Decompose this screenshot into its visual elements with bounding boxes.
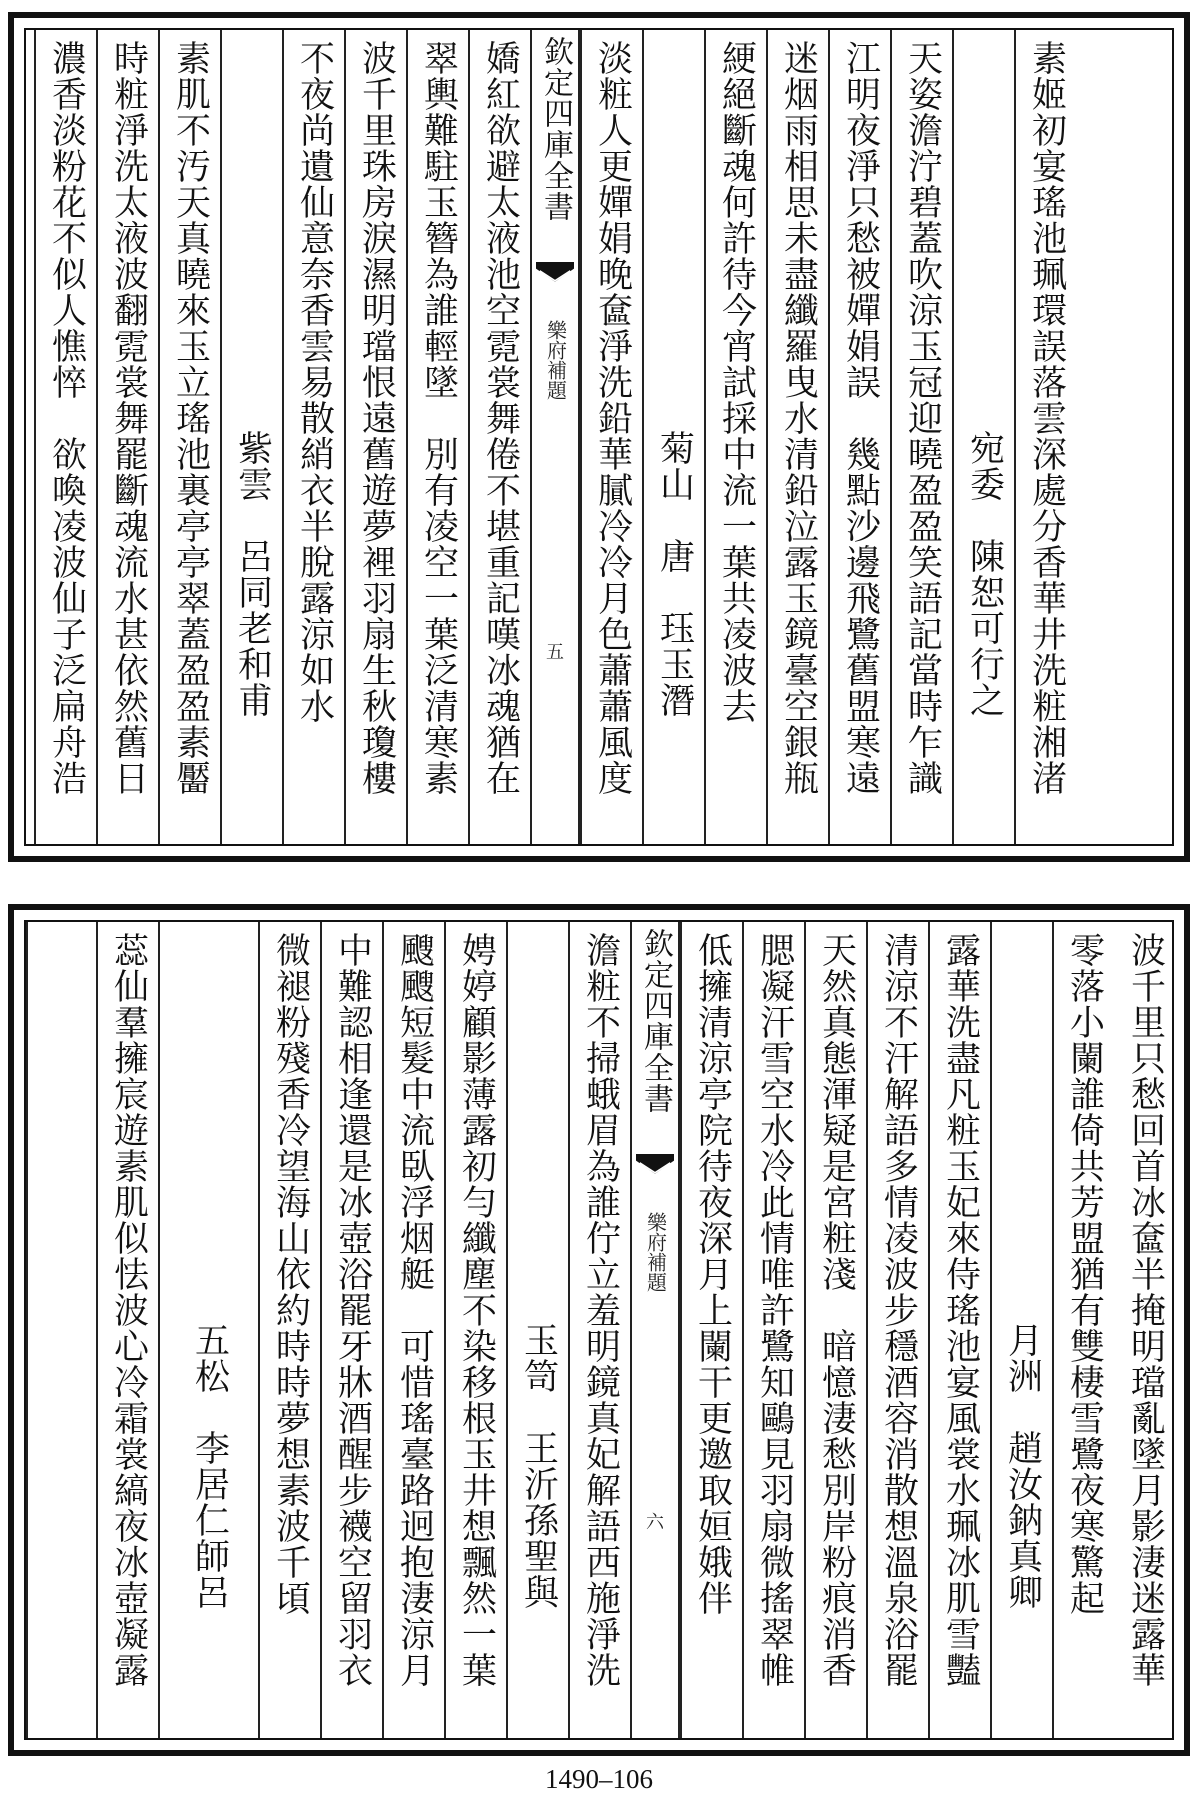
top-center-column bbox=[530, 30, 580, 844]
column-text: 淡粧人更嬋娟晚奩淨洗鉛華膩冷冷月色蕭蕭風度 bbox=[592, 40, 633, 796]
top-col-r4 bbox=[828, 30, 890, 844]
top-col-r1 bbox=[1014, 30, 1076, 844]
top-col-l7 bbox=[96, 30, 158, 844]
author-line: 五松 李居仁師呂 bbox=[189, 1322, 230, 1610]
column-text: 蕊仙羣擁宸遊素肌似怯波心冷霜裳縞夜冰壺凝露 bbox=[108, 932, 149, 1688]
column-text: 清涼不汗解語多情凌波步穩酒容消散想溫泉浴罷 bbox=[878, 932, 919, 1688]
column-text: 零落小闌誰倚共芳盟猶有雙棲雪鷺夜寒驚起 bbox=[1064, 932, 1105, 1616]
bottom-col-l2 bbox=[506, 922, 568, 1738]
column-text: 綆絕斷魂何許待今宵試採中流一葉共凌波去 bbox=[716, 40, 757, 724]
bottom-col-blank bbox=[26, 922, 96, 1738]
bottom-col-r1 bbox=[1114, 922, 1176, 1738]
author-line: 菊山 唐 珏玉潛 bbox=[654, 430, 695, 718]
fishtail-mark bbox=[536, 262, 574, 284]
column-text: 不夜尚遺仙意奈香雲易散綃衣半脫露涼如水 bbox=[294, 40, 335, 724]
bottom-col-l6 bbox=[258, 922, 320, 1738]
column-text: 天姿澹泞碧蓋吹涼玉冠迎曉盈盈笑語記當時乍識 bbox=[902, 40, 943, 796]
top-col-l6 bbox=[158, 30, 220, 844]
column-text: 濃香淡粉花不似人憔悴 欲喚凌波仙子泛扁舟浩 bbox=[46, 40, 87, 796]
top-page-inner-frame bbox=[24, 28, 1174, 846]
column-text: 江明夜淨只愁被嬋娟誤 幾點沙邊飛鷺舊盟寒遠 bbox=[840, 40, 881, 796]
bottom-col-r6 bbox=[804, 922, 866, 1738]
bottom-col-l7 bbox=[158, 922, 258, 1738]
column-text: 時粧淨洗太液波翻霓裳舞罷斷魂流水甚依然舊日 bbox=[108, 40, 149, 796]
footer-page-code: 1490–106 bbox=[545, 1764, 653, 1794]
column-text: 澹粧不掃蛾眉為誰佇立羞明鏡真妃解語西施淨洗 bbox=[580, 932, 621, 1688]
top-col-r5 bbox=[766, 30, 828, 844]
top-col-l1 bbox=[468, 30, 530, 844]
author-line: 玉笥 王沂孫聖與 bbox=[518, 1322, 559, 1610]
column-text: 低擁清涼亭院待夜深月上闌干更邀取姮娥伴 bbox=[692, 932, 733, 1616]
top-col-r8 bbox=[580, 30, 642, 844]
author-line: 月洲 趙汝鈉真卿 bbox=[1002, 1322, 1043, 1610]
bottom-col-r7 bbox=[742, 922, 804, 1738]
bottom-page-frame bbox=[8, 904, 1190, 1756]
bottom-col-r8 bbox=[680, 922, 742, 1738]
top-page-number: 五 bbox=[546, 642, 564, 663]
bottom-center-title: 欽定四庫全書 bbox=[638, 928, 673, 1114]
column-text: 微褪粉殘香冷望海山依約時時夢想素波千頃 bbox=[270, 932, 311, 1616]
column-text: 波千里珠房淚濕明璫恨遠舊遊夢裡羽扇生秋瓊樓 bbox=[356, 40, 397, 796]
top-col-blank bbox=[1076, 30, 1176, 844]
top-col-r3 bbox=[890, 30, 952, 844]
column-text: 天然真態渾疑是宮粧淺 暗憶淒愁別岸粉痕消香 bbox=[816, 932, 857, 1688]
top-col-r6 bbox=[704, 30, 766, 844]
top-center-subtitle: 樂府補題 bbox=[543, 320, 568, 400]
fishtail-mark bbox=[636, 1154, 674, 1176]
top-col-r7 bbox=[642, 30, 704, 844]
bottom-col-l8 bbox=[96, 922, 158, 1738]
bottom-page-number: 六 bbox=[646, 1512, 664, 1533]
bottom-col-l1 bbox=[568, 922, 630, 1738]
bottom-center-column bbox=[630, 922, 680, 1738]
column-text: 嬌紅欲避太液池空霓裳舞倦不堪重記嘆冰魂猶在 bbox=[480, 40, 521, 796]
bottom-page-inner-frame bbox=[24, 920, 1174, 1740]
column-text: 中難認相逢還是冰壺浴罷牙牀酒醒步襪空留羽衣 bbox=[332, 932, 373, 1688]
top-page-frame bbox=[8, 12, 1190, 862]
bottom-col-r3 bbox=[990, 922, 1052, 1738]
author-line: 宛委 陳恕可行之 bbox=[964, 430, 1005, 718]
top-col-l3 bbox=[344, 30, 406, 844]
column-text: 翠輿難駐玉簪為誰輕墜 別有凌空一葉泛清寒素 bbox=[418, 40, 459, 796]
column-text: 颼颼短髮中流臥浮烟艇 可惜瑤臺路迥抱淒涼月 bbox=[394, 932, 435, 1688]
bottom-col-r5 bbox=[866, 922, 928, 1738]
author-line: 紫雲 呂同老和甫 bbox=[232, 430, 273, 718]
bottom-col-l5 bbox=[320, 922, 382, 1738]
top-col-l8 bbox=[34, 30, 96, 844]
bottom-col-l4 bbox=[382, 922, 444, 1738]
top-col-l4 bbox=[282, 30, 344, 844]
top-col-l5 bbox=[220, 30, 282, 844]
column-text: 波千里只愁回首冰奩半掩明璫亂墜月影淒迷露華 bbox=[1125, 932, 1166, 1688]
top-col-l2 bbox=[406, 30, 468, 844]
top-center-title: 欽定四庫全書 bbox=[538, 36, 573, 222]
column-text: 腮凝汗雪空水冷此情唯許鷺知鷗見羽扇微搖翠帷 bbox=[754, 932, 795, 1688]
bottom-col-r4 bbox=[928, 922, 990, 1738]
column-text: 迷烟雨相思未盡纖羅曳水清鉛泣露玉鏡臺空銀瓶 bbox=[778, 40, 819, 796]
column-text: 素肌不汚天真曉來玉立瑤池裏亭亭翠蓋盈盈素靨 bbox=[170, 40, 211, 796]
bottom-col-r2 bbox=[1052, 922, 1114, 1738]
column-text: 娉婷顧影薄露初勻纖塵不染移根玉井想飄然一葉 bbox=[456, 932, 497, 1688]
bottom-center-subtitle: 樂府補題 bbox=[643, 1212, 668, 1292]
bottom-col-l3 bbox=[444, 922, 506, 1738]
top-col-r2 bbox=[952, 30, 1014, 844]
column-text: 素姬初宴瑤池珮環誤落雲深處分香華井洗粧湘渚 bbox=[1026, 40, 1067, 796]
column-text: 露華洗盡凡粧玉妃來侍瑤池宴風裳水珮冰肌雪豔 bbox=[940, 932, 981, 1688]
